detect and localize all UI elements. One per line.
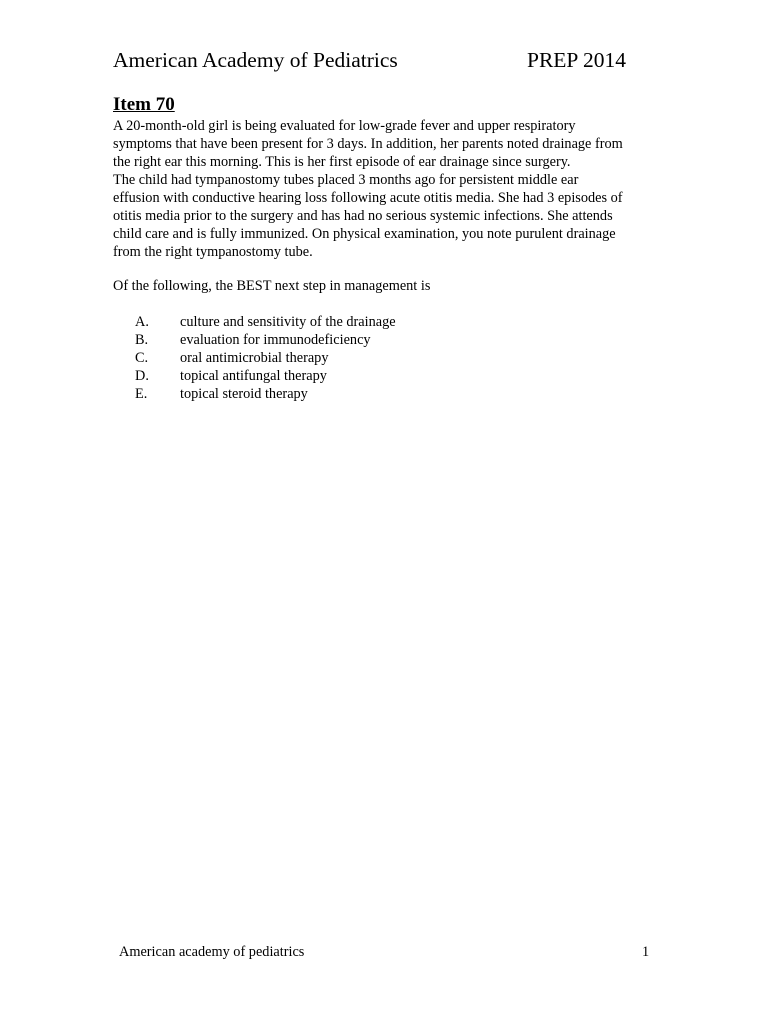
page-number: 1 — [642, 944, 650, 960]
stem-line: child care and is fully immunized. On physical examination, you note purulent drainage — [113, 226, 616, 242]
stem-line: from the right tympanostomy tube. — [113, 244, 313, 260]
stem-line: otitis media prior to the surgery and has had no serious systemic infections. She attends — [113, 208, 613, 224]
option-text: topical antifungal therapy — [180, 368, 327, 384]
option-letter: E. — [135, 386, 148, 402]
option-text: culture and sensitivity of the drainage — [180, 314, 396, 330]
header-program: PREP 2014 — [527, 48, 626, 72]
item-title: Item 70 — [113, 94, 175, 115]
stem-line: The child had tympanostomy tubes placed 3 months ago for persistent middle ear — [113, 172, 579, 188]
option-text: oral antimicrobial therapy — [180, 350, 329, 366]
answer-option-c — [135, 349, 396, 367]
option-letter: A. — [135, 314, 149, 330]
option-letter: C. — [135, 350, 149, 366]
stem-line: symptoms that have been present for 3 days. In addition, her parents noted drainage from — [113, 136, 623, 152]
answer-option-a — [135, 313, 396, 331]
option-text: evaluation for immunodeficiency — [180, 332, 371, 348]
option-letter: B. — [135, 332, 149, 348]
question-prompt: Of the following, the BEST next step in management is — [113, 278, 431, 294]
header-organization: American Academy of Pediatrics — [113, 48, 398, 72]
footer-organization: American academy of pediatrics — [119, 944, 305, 960]
question-stem — [113, 117, 658, 261]
answer-option-e — [135, 385, 396, 403]
answer-option-d — [135, 367, 396, 385]
option-text: topical steroid therapy — [180, 386, 308, 402]
option-letter: D. — [135, 368, 149, 384]
stem-line: A 20-month-old girl is being evaluated for low-grade fever and upper respiratory — [113, 118, 576, 134]
stem-line: the right ear this morning. This is her first episode of ear drainage since surgery. — [113, 154, 571, 170]
answer-option-b — [135, 331, 396, 349]
stem-line: effusion with conductive hearing loss following acute otitis media. She had 3 episodes of — [113, 190, 623, 206]
answer-options — [135, 313, 396, 403]
